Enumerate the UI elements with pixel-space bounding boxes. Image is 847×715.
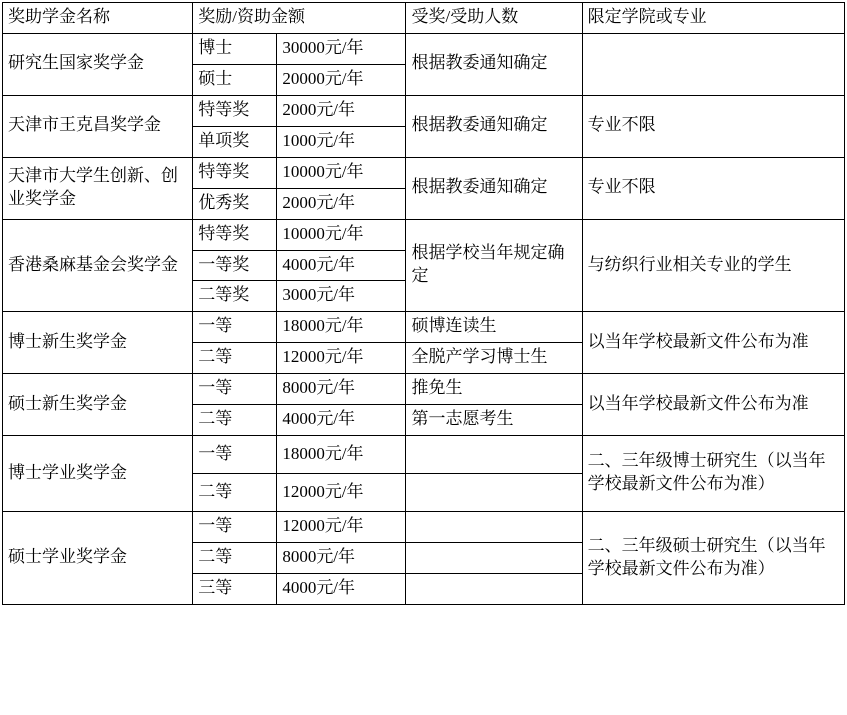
award-level: 二等 <box>193 474 277 512</box>
table-row <box>3 33 845 64</box>
award-name: 硕士学业奖学金 <box>3 512 193 605</box>
award-count: 根据教委通知确定 <box>406 157 582 219</box>
award-count: 推免生 <box>406 374 582 405</box>
award-scope: 专业不限 <box>582 157 844 219</box>
award-level: 一等奖 <box>193 250 277 281</box>
award-count <box>406 474 582 512</box>
award-count: 根据学校当年规定确定 <box>406 219 582 312</box>
award-count <box>406 436 582 474</box>
award-amount: 3000元/年 <box>277 281 406 312</box>
table-row <box>3 312 845 343</box>
award-level: 单项奖 <box>193 126 277 157</box>
award-name: 博士新生奖学金 <box>3 312 193 374</box>
table-row <box>3 374 845 405</box>
award-scope: 二、三年级硕士研究生（以当年学校最新文件公布为准） <box>582 512 844 605</box>
award-level: 一等 <box>193 512 277 543</box>
award-scope: 与纺织行业相关专业的学生 <box>582 219 844 312</box>
award-amount: 12000元/年 <box>277 512 406 543</box>
award-level: 一等 <box>193 436 277 474</box>
column-header-name: 奖助学金名称 <box>3 3 193 34</box>
award-count: 第一志愿考生 <box>406 405 582 436</box>
award-amount: 8000元/年 <box>277 543 406 574</box>
award-level: 特等奖 <box>193 219 277 250</box>
award-count <box>406 512 582 543</box>
award-scope: 以当年学校最新文件公布为准 <box>582 312 844 374</box>
award-level: 优秀奖 <box>193 188 277 219</box>
award-level: 二等 <box>193 343 277 374</box>
scholarship-table <box>2 2 845 605</box>
award-count <box>406 543 582 574</box>
award-name: 天津市大学生创新、创业奖学金 <box>3 157 193 219</box>
award-level: 二等 <box>193 405 277 436</box>
award-amount: 2000元/年 <box>277 188 406 219</box>
award-amount: 8000元/年 <box>277 374 406 405</box>
award-name: 博士学业奖学金 <box>3 436 193 512</box>
award-amount: 1000元/年 <box>277 126 406 157</box>
award-amount: 18000元/年 <box>277 436 406 474</box>
award-amount: 10000元/年 <box>277 219 406 250</box>
award-count: 根据教委通知确定 <box>406 95 582 157</box>
award-level: 博士 <box>193 33 277 64</box>
award-amount: 10000元/年 <box>277 157 406 188</box>
award-name: 研究生国家奖学金 <box>3 33 193 95</box>
award-scope: 专业不限 <box>582 95 844 157</box>
table-row <box>3 157 845 188</box>
award-level: 三等 <box>193 574 277 605</box>
award-level: 一等 <box>193 312 277 343</box>
award-amount: 20000元/年 <box>277 64 406 95</box>
award-amount: 12000元/年 <box>277 343 406 374</box>
award-count <box>406 574 582 605</box>
award-amount: 18000元/年 <box>277 312 406 343</box>
award-amount: 2000元/年 <box>277 95 406 126</box>
award-count: 硕博连读生 <box>406 312 582 343</box>
document-page <box>0 2 847 715</box>
table-row <box>3 219 845 250</box>
award-amount: 12000元/年 <box>277 474 406 512</box>
award-scope <box>582 33 844 95</box>
table-row <box>3 95 845 126</box>
award-level: 硕士 <box>193 64 277 95</box>
award-level: 二等奖 <box>193 281 277 312</box>
award-level: 特等奖 <box>193 95 277 126</box>
award-level: 一等 <box>193 374 277 405</box>
award-count: 全脱产学习博士生 <box>406 343 582 374</box>
award-name: 天津市王克昌奖学金 <box>3 95 193 157</box>
award-count: 根据教委通知确定 <box>406 33 582 95</box>
award-level: 二等 <box>193 543 277 574</box>
award-level: 特等奖 <box>193 157 277 188</box>
column-header-count: 受奖/受助人数 <box>406 3 582 34</box>
column-header-scope: 限定学院或专业 <box>582 3 844 34</box>
award-amount: 30000元/年 <box>277 33 406 64</box>
award-amount: 4000元/年 <box>277 405 406 436</box>
award-amount: 4000元/年 <box>277 574 406 605</box>
table-row <box>3 512 845 543</box>
award-name: 香港桑麻基金会奖学金 <box>3 219 193 312</box>
table-row <box>3 436 845 474</box>
column-header-amount: 奖励/资助金额 <box>193 3 406 34</box>
award-scope: 以当年学校最新文件公布为准 <box>582 374 844 436</box>
award-scope: 二、三年级博士研究生（以当年学校最新文件公布为准） <box>582 436 844 512</box>
award-name: 硕士新生奖学金 <box>3 374 193 436</box>
award-amount: 4000元/年 <box>277 250 406 281</box>
table-header-row <box>3 3 845 34</box>
